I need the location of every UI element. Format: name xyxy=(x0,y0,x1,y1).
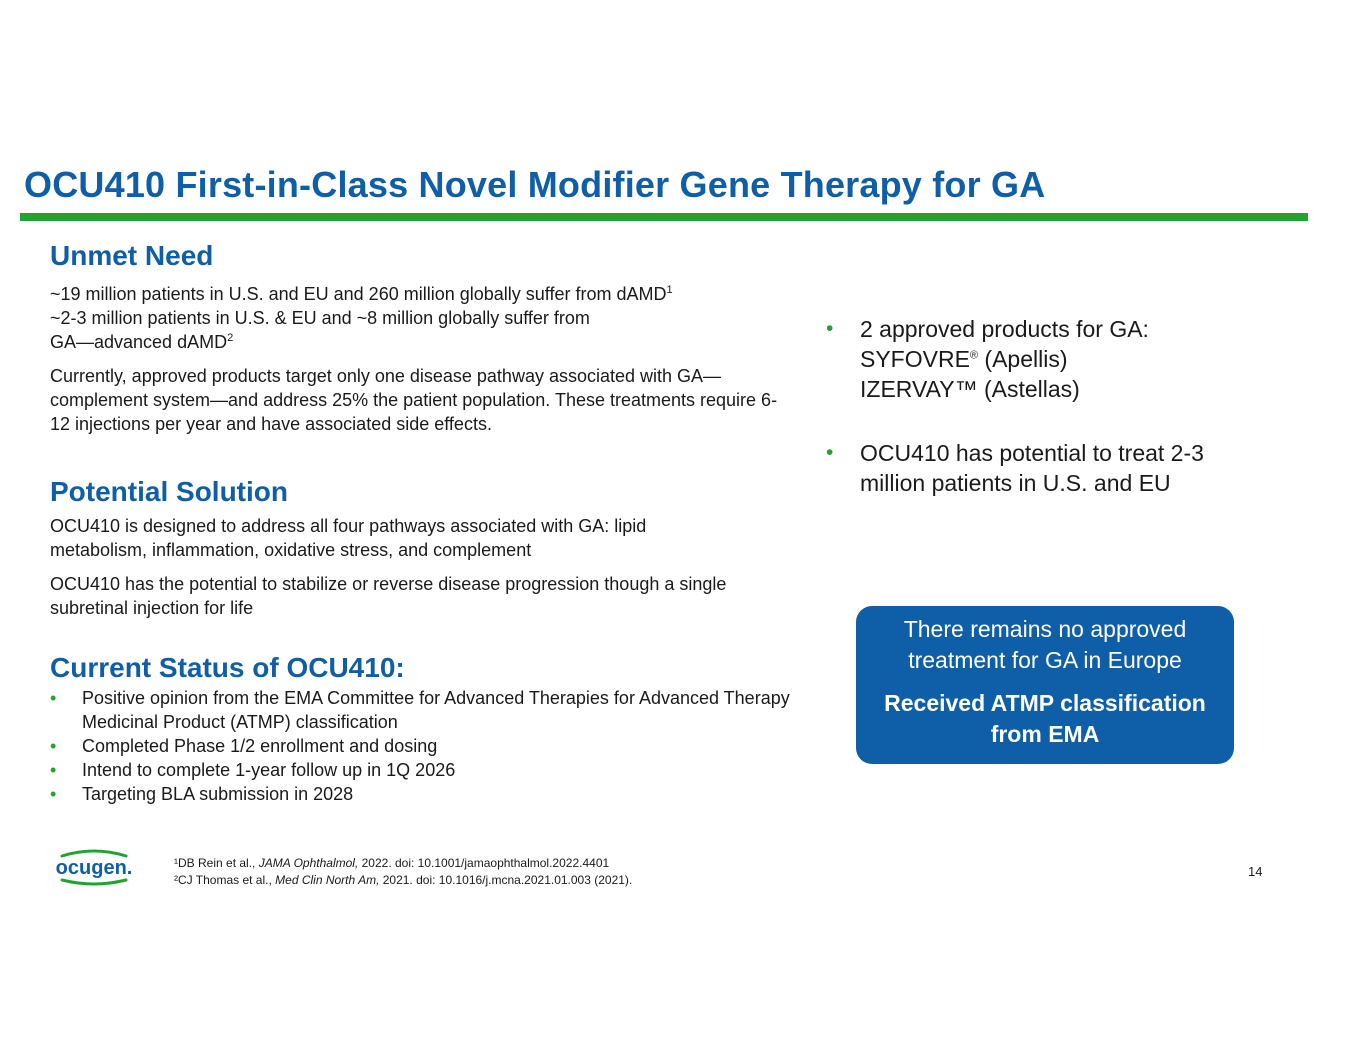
bullet-icon: • xyxy=(826,441,834,464)
list-item: • Completed Phase 1/2 enrollment and dosing xyxy=(50,736,438,756)
ocugen-logo xyxy=(56,848,132,888)
bullet-icon: • xyxy=(826,317,834,340)
left-column xyxy=(50,238,790,806)
list-item: • Targeting BLA submission in 2028 xyxy=(50,784,354,804)
potential-solution-heading: Potential Solution xyxy=(50,476,288,507)
list-item: • OCU410 has potential to treat 2-3 million patients in U.S. and EU xyxy=(826,440,1204,496)
approved-products-list xyxy=(826,314,1266,498)
current-status-heading: Current Status of OCU410: xyxy=(50,652,405,683)
unmet-need-stat-2: ~2-3 million patients in U.S. & EU and ~8 million globally suffer from xyxy=(50,308,590,328)
page-number: 14 xyxy=(1248,864,1263,879)
current-status-list xyxy=(50,686,790,806)
list-item: • Positive opinion from the EMA Committee for Advanced Therapies for Advanced Therapy Medicinal Product (ATMP) classification xyxy=(50,688,790,732)
bullet-icon: • xyxy=(50,736,57,756)
callout-highlight: Received ATMP classification from EMA xyxy=(884,690,1206,747)
footnote-2: ²CJ Thomas et al., Med Clin North Am, 2021. doi: 10.1016/j.mcna.2021.01.003 (2021). xyxy=(174,873,633,887)
potential-solution-paragraph-2: OCU410 has the potential to stabilize or reverse disease progression though a single subretinal injection for life xyxy=(50,574,727,618)
callout-text: There remains no approved treatment for GA in Europe xyxy=(903,616,1187,673)
title-divider xyxy=(20,213,1308,221)
bullet-icon: • xyxy=(50,688,57,708)
potential-solution-paragraph-1: OCU410 is designed to address all four pathways associated with GA: lipid metabolism, inflammation, oxidative stress, and complement xyxy=(50,516,647,560)
slide-title: OCU410 First-in-Class Novel Modifier Gene Therapy for GA xyxy=(24,164,1046,205)
unmet-need-paragraph: Currently, approved products target only one disease pathway associated with GA—complement system—and address 25% the patient population. These treatments require 6-12 injections per year and have associated side effects. xyxy=(50,366,778,434)
unmet-need-stat-3: GA—advanced dAMD$^2$ xyxy=(50,332,234,352)
footnote-1: ¹DB Rein et al., JAMA Ophthalmol, 2022. doi: 10.1001/jamaophthalmol.2022.4401 xyxy=(174,856,610,870)
callout-box xyxy=(856,606,1234,764)
bullet-icon: • xyxy=(50,784,57,804)
bullet-icon: • xyxy=(50,760,57,780)
svg-text:ocugen.: ocugen. xyxy=(56,857,132,879)
list-item: • 2 approved products for GA: SYFOVRE® (Apellis) IZERVAY™ (Astellas) xyxy=(826,316,1149,402)
footnotes xyxy=(174,855,632,889)
unmet-need-heading: Unmet Need xyxy=(50,240,214,271)
unmet-need-stat-1: ~19 million patients in U.S. and EU and 260 million globally suffer from dAMD$^1$ xyxy=(50,284,673,304)
list-item: • Intend to complete 1-year follow up in 1Q 2026 xyxy=(50,760,456,780)
